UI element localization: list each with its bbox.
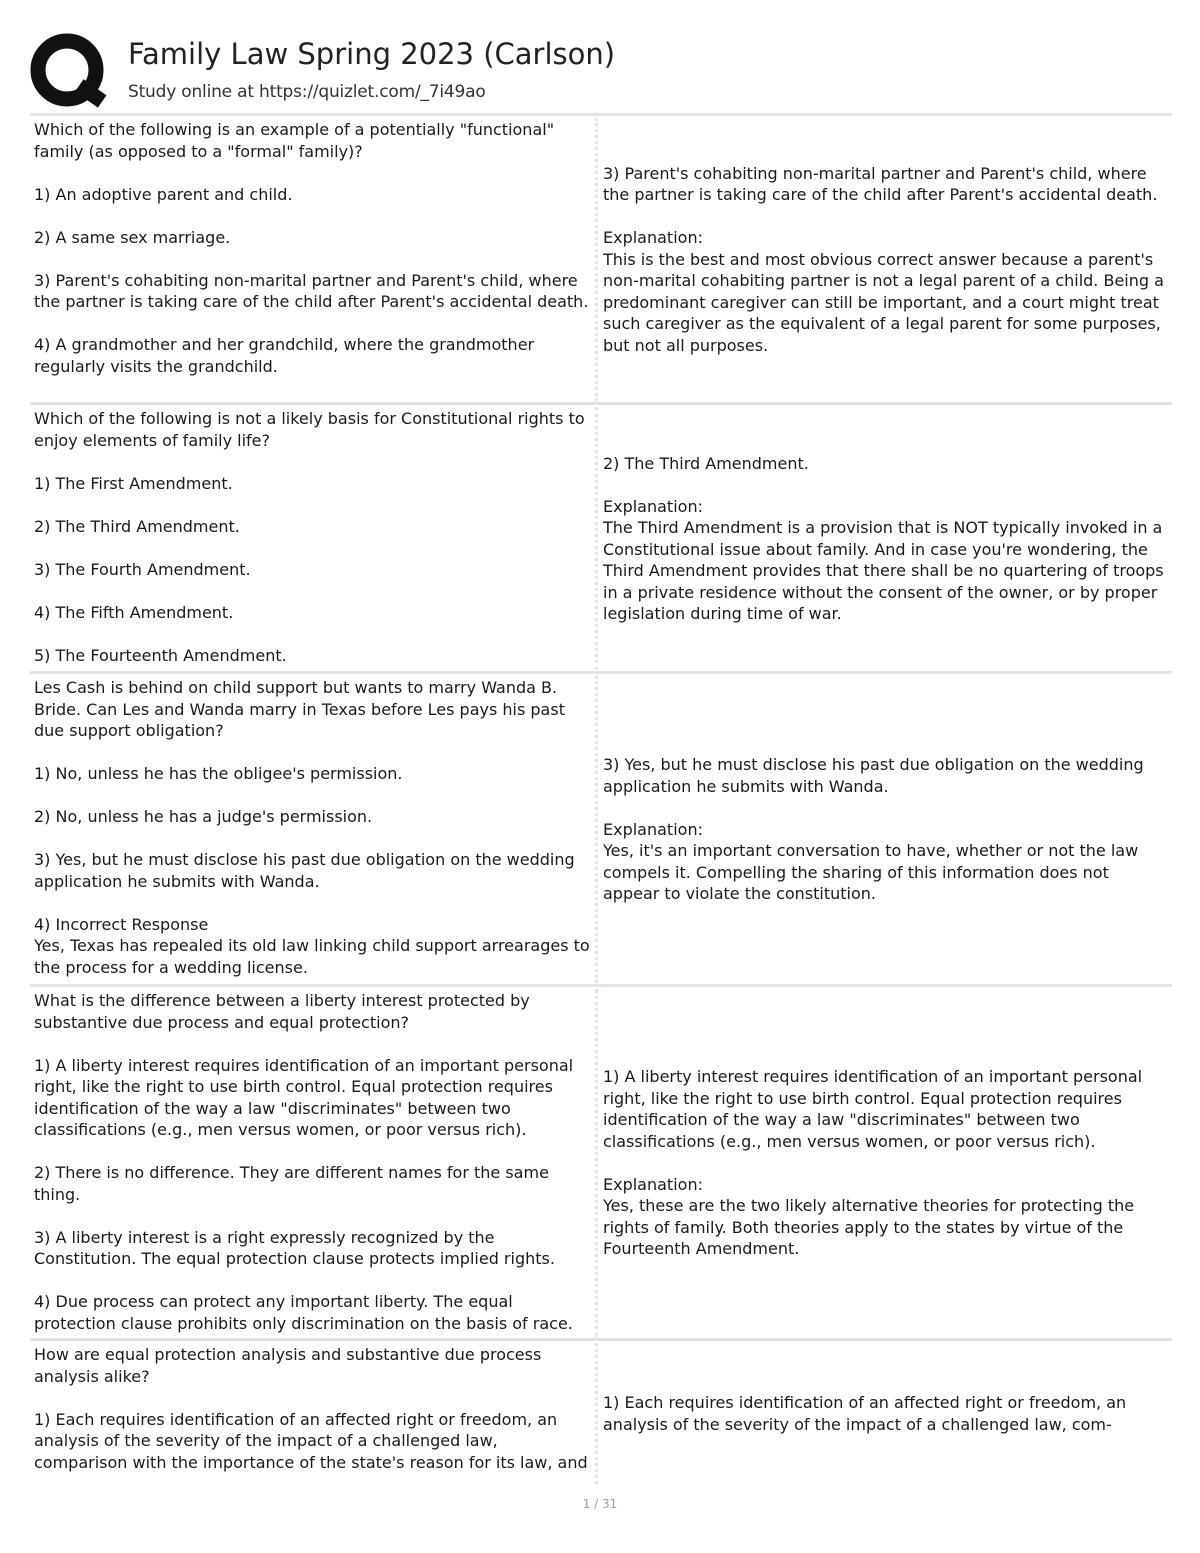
page-number: 1 / 31 — [582, 1497, 618, 1511]
card-definition — [603, 674, 1169, 985]
card-definition — [603, 405, 1169, 672]
term-option: 2) A same sex marriage. — [34, 227, 231, 247]
card-term — [34, 1341, 594, 1486]
term-question: How are equal protection analysis and substantive due process analysis alike? — [34, 1345, 542, 1386]
column-divider — [595, 1343, 598, 1484]
term-question: What is the difference between a liberty interest protected by substantive due process and equal protection? — [34, 991, 530, 1032]
term-option: 1) A liberty interest requires identification of an important personal right, like the right to use birth control. Equal protection requires identification of the way a law "discriminates" between two classifications (e.g., men versus women, or poor versus rich). — [34, 1055, 574, 1139]
term-option: 3) Yes, but he must disclose his past due obligation on the wedding application he submits with Wanda. — [34, 850, 575, 891]
definition-answer: 2) The Third Amendment. — [603, 453, 809, 473]
term-option: 4) A grandmother and her grandchild, where the grandmother regularly visits the grandchild. — [34, 335, 535, 376]
column-divider — [595, 407, 598, 670]
column-divider — [595, 989, 598, 1337]
document-title: Family Law Spring 2023 (Carlson) — [128, 37, 616, 71]
term-option: 4) The Fifth Amendment. — [34, 602, 234, 622]
flashcard — [30, 671, 1172, 985]
card-term — [34, 405, 594, 672]
card-term — [34, 116, 594, 403]
term-question: Les Cash is behind on child support but wants to marry Wanda B. Bride. Can Les and Wanda marry in Texas before Les pays his past due support obligation? — [34, 678, 565, 740]
term-option: 3) Parent's cohabiting non-marital partner and Parent's child, where the partner is taking care of the child after Parent's accidental death. — [34, 270, 589, 311]
term-option: 2) There is no difference. They are different names for the same thing. — [34, 1163, 549, 1204]
definition-explanation: Explanation: Yes, these are the two likely alternative theories for protecting the rights of family. Both theories apply to the states by virtue of the Fourteenth Amendment. — [603, 1174, 1135, 1259]
definition-explanation: Explanation: This is the best and most obvious correct answer because a parent's non-marital cohabiting partner is not a legal parent of a child. Being a predominant caregiver can still be important, and a court might treat such caregiver as the equivalent of a legal parent for some purposes, but not all purposes. — [603, 228, 1164, 355]
term-option: 2) No, unless he has a judge's permission. — [34, 807, 373, 826]
definition-answer: 3) Yes, but he must disclose his past due obligation on the wedding application he submits with Wanda. — [603, 755, 1144, 796]
flashcard — [30, 1338, 1172, 1486]
page-header — [30, 30, 1170, 110]
term-option: 4) Incorrect Response Yes, Texas has repealed its old law linking child support arrearages to the process for a wedding license. — [34, 914, 590, 977]
card-term — [34, 674, 594, 985]
term-option: 1) No, unless he has the obligee's permission. — [34, 764, 403, 783]
term-option: 3) A liberty interest is a right expressly recognized by the Constitution. The equal protection clause protects implied rights. — [34, 1227, 555, 1268]
definition-answer: 1) Each requires identification of an affected right or freedom, an analysis of the severity of the impact of a challenged law, com- — [603, 1393, 1127, 1434]
definition-answer: 1) A liberty interest requires identification of an important personal right, like the right to use birth control. Equal protection requires identification of the way a law "discriminates" between two classifications (e.g., men versus women, or poor versus rich). — [603, 1067, 1143, 1151]
term-option: 5) The Fourteenth Amendment. — [34, 645, 287, 665]
column-divider — [595, 118, 598, 401]
term-option: 2) The Third Amendment. — [34, 516, 240, 536]
term-option: 1) Each requires identification of an affected right or freedom, an analysis of the severity of the impact of a challenged law, comparison with the importance of the state's reason for its law, and — [34, 1409, 588, 1472]
column-divider — [595, 676, 598, 983]
card-term — [34, 987, 594, 1339]
card-definition — [603, 116, 1169, 403]
study-online-link[interactable]: Study online at https://quizlet.com/_7i49ao — [128, 82, 486, 102]
quizlet-logo-icon — [30, 30, 110, 110]
term-question: Which of the following is an example of a potentially "functional" family (as opposed to a "formal" family)? — [34, 120, 555, 161]
term-option: 4) Due process can protect any important liberty. The equal protection clause prohibits only discrimination on the basis of race. — [34, 1292, 573, 1333]
card-definition — [603, 987, 1169, 1339]
term-question: Which of the following is not a likely basis for Constitutional rights to enjoy elements of family life? — [34, 409, 585, 450]
definition-explanation: Explanation: The Third Amendment is a provision that is NOT typically invoked in a Constitutional issue about family. And in case you're wondering, the Third Amendment provides that there shall be no quartering of troops in a private residence without the consent of the owner, or by proper legislation during time of war. — [603, 496, 1164, 623]
definition-answer: 3) Parent's cohabiting non-marital partner and Parent's child, where the partner is taking care of the child after Parent's accidental death. — [603, 163, 1158, 205]
flashcard — [30, 113, 1172, 403]
flashcard — [30, 402, 1172, 672]
term-option: 3) The Fourth Amendment. — [34, 559, 251, 579]
term-option: 1) The First Amendment. — [34, 473, 233, 493]
term-option: 1) An adoptive parent and child. — [34, 184, 293, 204]
flashcard — [30, 984, 1172, 1339]
card-definition — [603, 1341, 1169, 1486]
definition-explanation: Explanation: Yes, it's an important conversation to have, whether or not the law compels it. Compelling the sharing of this information does not appear to violate the constitution. — [603, 819, 1139, 904]
